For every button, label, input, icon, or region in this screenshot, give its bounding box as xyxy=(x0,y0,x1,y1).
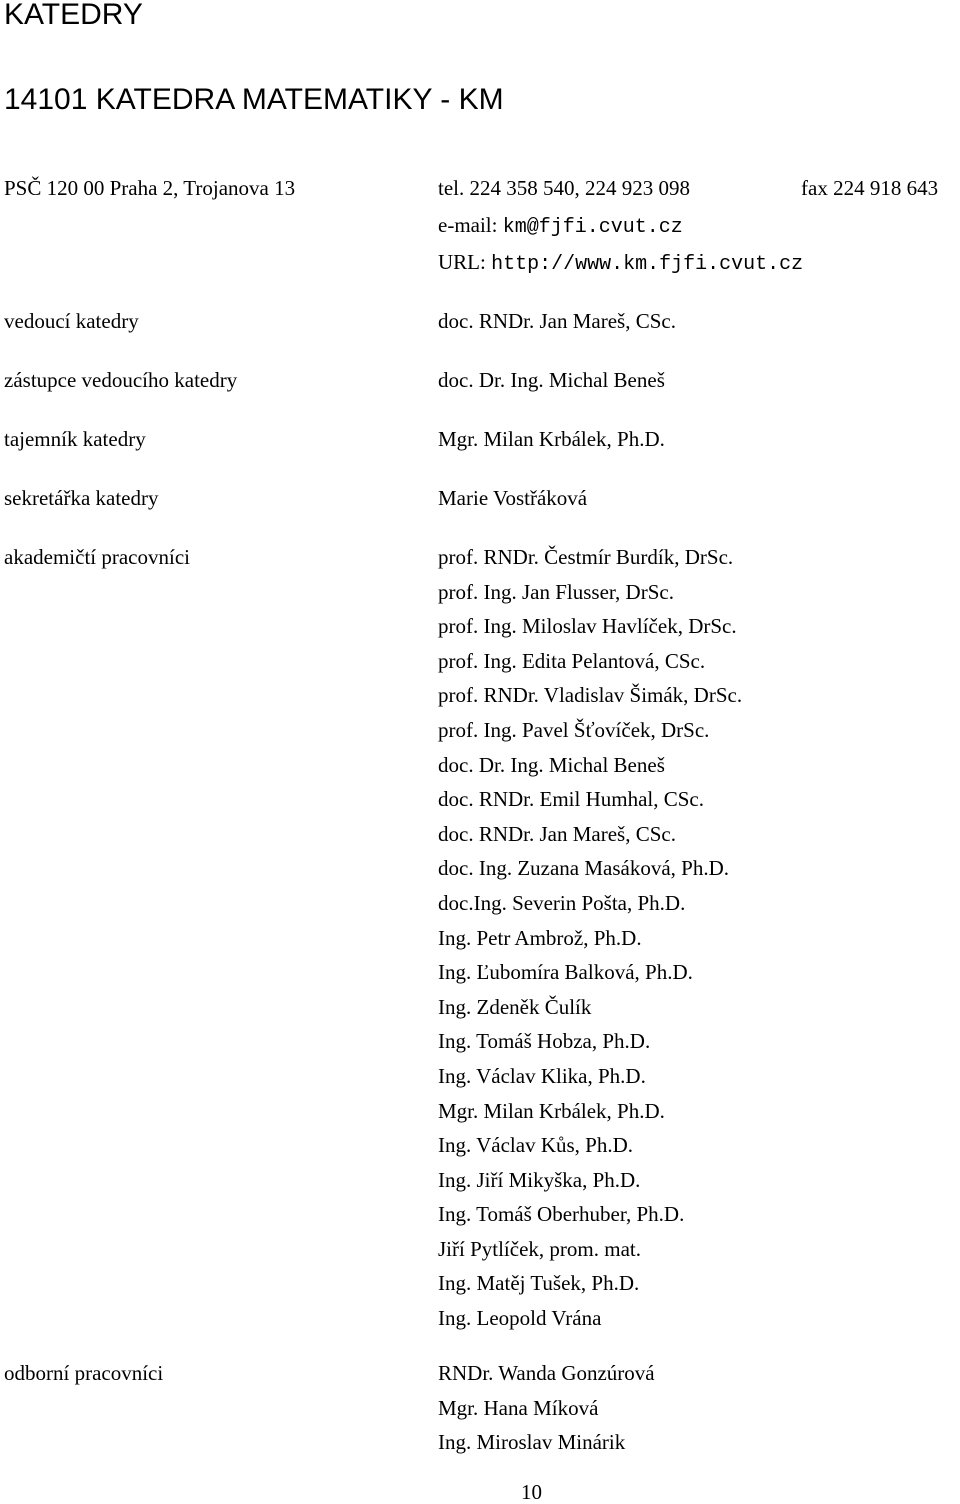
role-secretary-name: Marie Vostřáková xyxy=(438,486,588,510)
role-head-label: vedoucí katedry xyxy=(4,309,139,333)
page-title: KATEDRY xyxy=(4,0,143,31)
list-item: Mgr. Milan Krbálek, Ph.D. xyxy=(438,1098,665,1123)
address: PSČ 120 00 Praha 2, Trojanova 13 xyxy=(4,176,296,200)
list-item: Ing. Matěj Tušek, Ph.D. xyxy=(438,1271,640,1296)
list-item: doc. Ing. Zuzana Masáková, Ph.D. xyxy=(438,856,730,881)
url-line xyxy=(438,250,803,277)
email-label: e-mail: xyxy=(438,213,498,237)
email-line xyxy=(438,213,683,240)
role-deputy-name: doc. Dr. Ing. Michal Beneš xyxy=(438,368,665,392)
list-item: Ing. Leopold Vrána xyxy=(438,1306,602,1331)
list-item: prof. Ing. Edita Pelantová, CSc. xyxy=(438,648,706,673)
academic-staff-list xyxy=(438,545,742,1341)
list-item: Ing. Petr Ambrož, Ph.D. xyxy=(438,925,642,950)
list-item: Ing. Ľubomíra Balková, Ph.D. xyxy=(438,960,693,985)
list-item: doc. Dr. Ing. Michal Beneš xyxy=(438,752,665,777)
list-item: Ing. Zdeněk Čulík xyxy=(438,994,592,1019)
department-heading: 14101 KATEDRA MATEMATIKY - KM xyxy=(4,83,504,116)
role-head-name: doc. RNDr. Jan Mareš, CSc. xyxy=(438,309,676,333)
list-item: Ing. Tomáš Oberhuber, Ph.D. xyxy=(438,1202,685,1227)
list-item: prof. Ing. Jan Flusser, DrSc. xyxy=(438,579,674,604)
url-link[interactable]: http://www.km.fjfi.cvut.cz xyxy=(491,253,804,276)
list-item: prof. Ing. Pavel Šťovíček, DrSc. xyxy=(438,717,710,742)
url-label: URL: xyxy=(438,250,486,274)
academic-staff-label: akademičtí pracovníci xyxy=(4,545,190,569)
list-item: prof. RNDr. Vladislav Šimák, DrSc. xyxy=(438,683,743,708)
email-link[interactable]: km@fjfi.cvut.cz xyxy=(502,216,683,239)
list-item: Jiří Pytlíček, prom. mat. xyxy=(438,1236,641,1261)
list-item: doc.Ing. Severin Pošta, Ph.D. xyxy=(438,890,686,915)
list-item: Ing. Václav Klika, Ph.D. xyxy=(438,1063,646,1088)
list-item: prof. RNDr. Čestmír Burdík, DrSc. xyxy=(438,545,734,569)
list-item: Ing. Jiří Mikyška, Ph.D. xyxy=(438,1167,641,1192)
phone: tel. 224 358 540, 224 923 098 xyxy=(438,176,690,200)
professional-staff-list xyxy=(438,1361,655,1465)
list-item: doc. RNDr. Emil Humhal, CSc. xyxy=(438,787,704,812)
list-item: Ing. Tomáš Hobza, Ph.D. xyxy=(438,1029,651,1054)
role-secretary-label: sekretářka katedry xyxy=(4,486,159,510)
fax: fax 224 918 643 xyxy=(801,176,939,200)
list-item: prof. Ing. Miloslav Havlíček, DrSc. xyxy=(438,614,737,639)
list-item: Ing. Miroslav Minárik xyxy=(438,1430,626,1455)
role-deputy-label: zástupce vedoucího katedry xyxy=(4,368,238,392)
role-secretary-dept-label: tajemník katedry xyxy=(4,427,146,451)
list-item: doc. RNDr. Jan Mareš, CSc. xyxy=(438,821,676,846)
list-item: RNDr. Wanda Gonzúrová xyxy=(438,1361,655,1385)
role-secretary-dept-name: Mgr. Milan Krbálek, Ph.D. xyxy=(438,427,665,451)
page-number: 10 xyxy=(521,1480,542,1504)
list-item: Ing. Václav Kůs, Ph.D. xyxy=(438,1133,634,1158)
list-item: Mgr. Hana Míková xyxy=(438,1395,599,1420)
professional-staff-label: odborní pracovníci xyxy=(4,1361,164,1385)
